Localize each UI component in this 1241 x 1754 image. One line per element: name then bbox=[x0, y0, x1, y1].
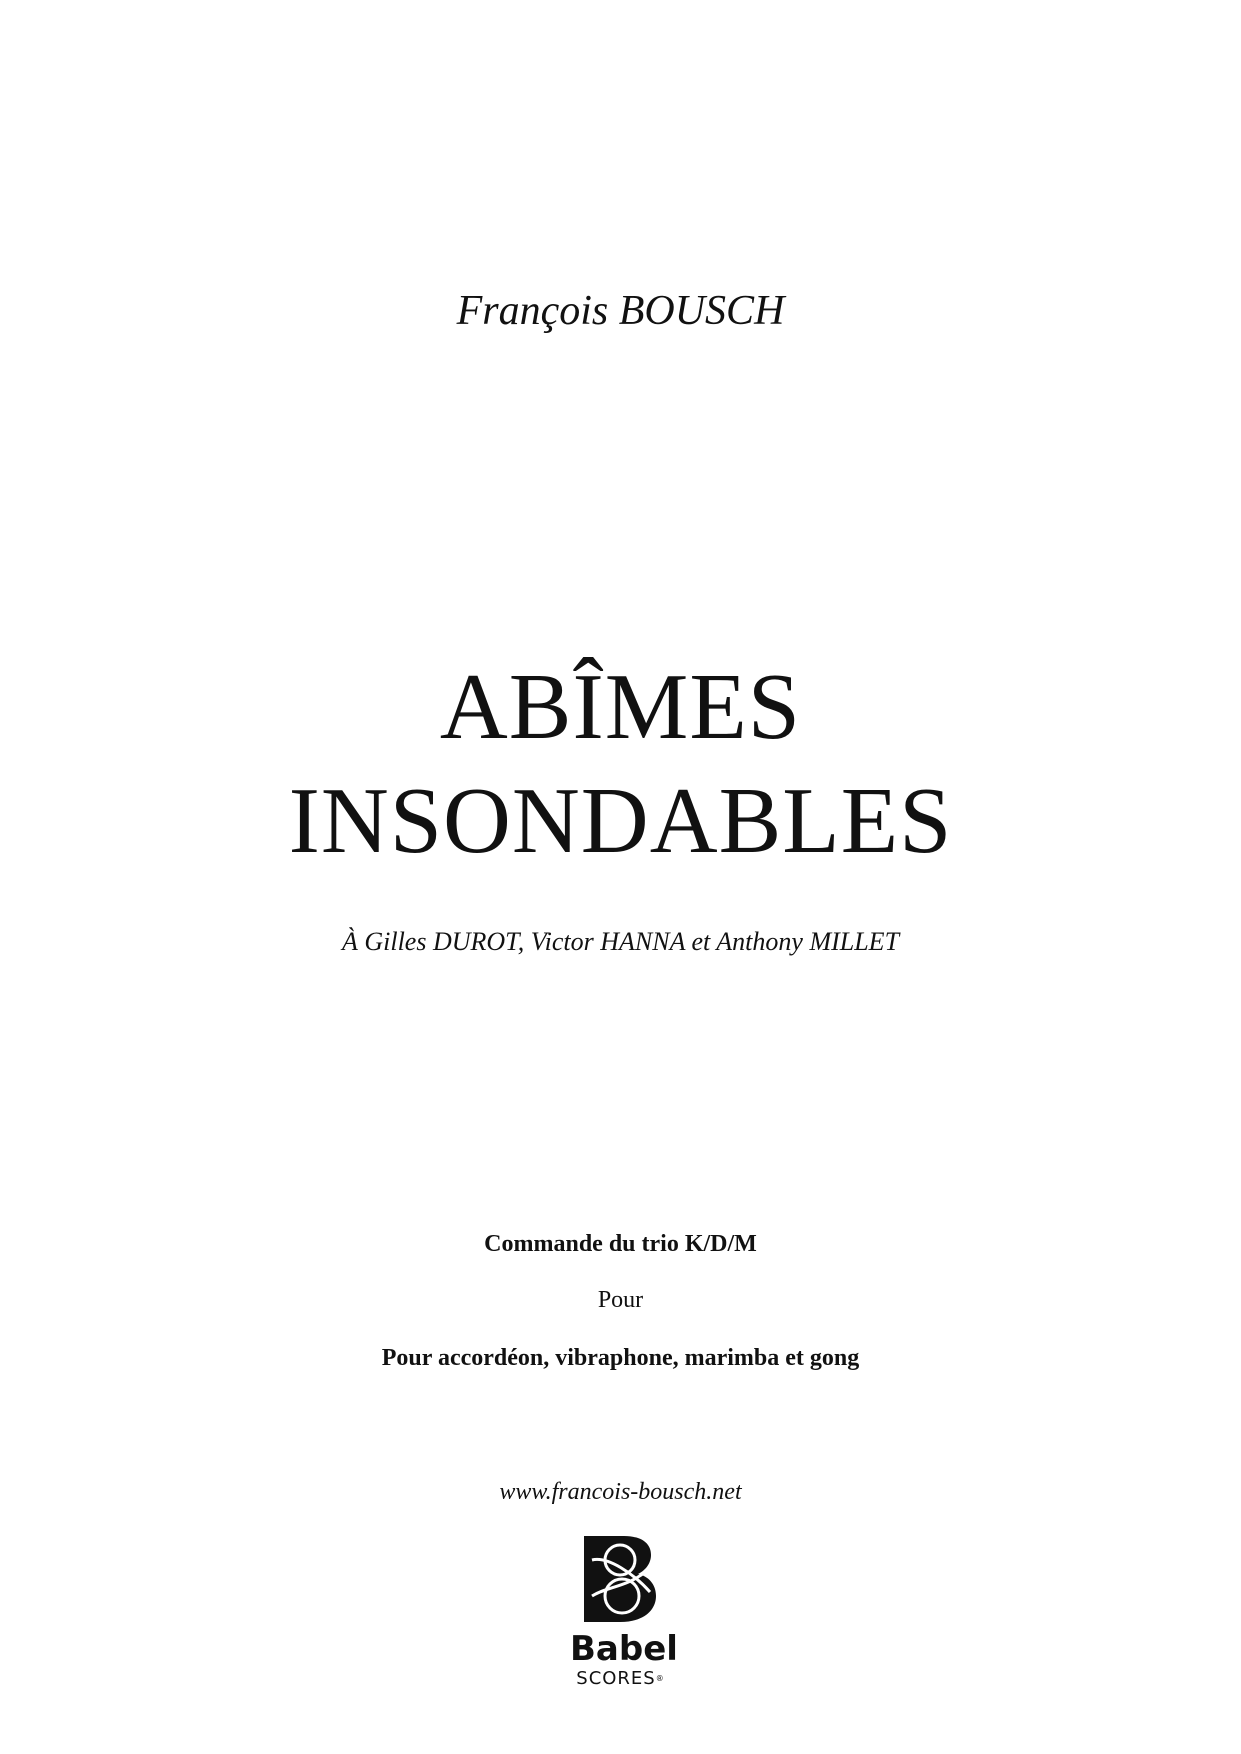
composer-name: François BOUSCH bbox=[456, 288, 785, 334]
title-line-1: ABÎMES bbox=[439, 655, 802, 759]
publisher-name-bottom-wrap bbox=[570, 1668, 670, 1690]
dedication: À Gilles DUROT, Victor HANNA et Anthony MILLET bbox=[341, 927, 900, 956]
publisher-logo bbox=[570, 1530, 678, 1740]
instrumentation: Pour accordéon, vibraphone, marimba et gong bbox=[381, 1345, 860, 1371]
publisher-name-top: Babel bbox=[570, 1629, 678, 1669]
registered-mark: ® bbox=[655, 1674, 664, 1683]
publisher-name-bottom: SCORES bbox=[576, 1668, 656, 1689]
title-line-2: INSONDABLES bbox=[288, 769, 953, 873]
pour-label: Pour bbox=[597, 1287, 644, 1313]
website-link[interactable]: www.francois-bousch.net bbox=[499, 1479, 742, 1505]
babel-scores-logo-icon bbox=[580, 1530, 660, 1626]
commission-note: Commande du trio K/D/M bbox=[484, 1231, 757, 1257]
